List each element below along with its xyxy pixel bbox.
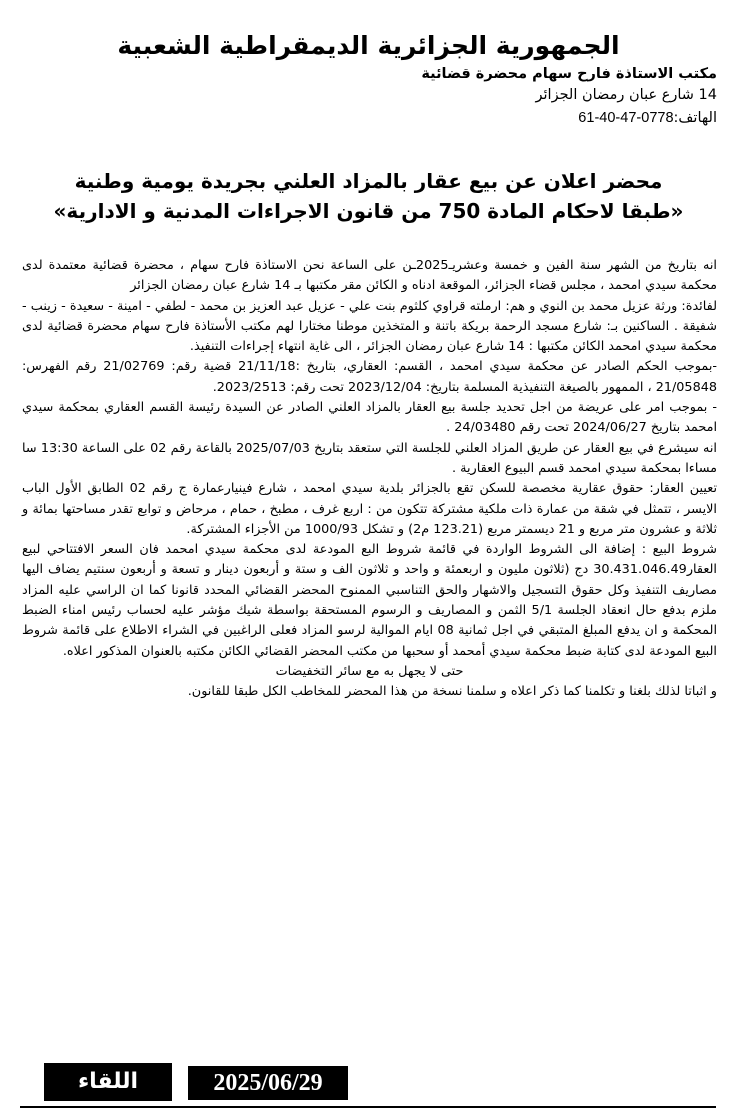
paragraph-auction-session: انه سيشرع في بيع العقار عن طريق المزاد العلني للجلسة التي ستعقد بتاريخ 2025/07/03 بالقاعة رقم 02 على الساعة 13:30 سا مساءا بمحكمة سيدي امحمد قسم البيوع العقارية .	[22, 440, 717, 476]
office-address: 14 شارع عبان رمضان الجزائر	[535, 87, 717, 103]
paragraph-court-order: - بموجب امر على عريضة من اجل تحديد جلسة بيع العقار بالمزاد العلني الصادر عن السيدة رئيسة القسم العقاري بمحكمة سيدي امحمد بتاريخ 2024/06/27 تحت رقم 24/03480 .	[22, 400, 717, 436]
phone-label: الهاتف:	[673, 110, 717, 126]
office-phone	[20, 107, 717, 129]
paragraph-beneficiaries: لفائدة: ورثة عزيل محمد بن النوي و هم: ارملته قراوي كلثوم بنت علي - عزيل عبد العزيز بن محمد - لطفي - امينة - سعيدة - زينب - شفيقة . الساكنين بـ: شارع مسجد الرحمة بريكة باتنة و المتخذين موطنا مختارا لهم مكتب الأستاذة فارح سهام محضرة قضائية لدى محكمة سيدي امحمد الكائن مكتبها : 14 شارع عبان رمضان الجزائر ، الى غاية انتهاء إجراءات التنفيذ.	[22, 298, 717, 355]
paragraph-property-description: تعيين العقار: حقوق عقارية مخصصة للسكن تقع بالجزائر بلدية سيدي امحمد ، شارع فينيارعمارة ج رقم 02 الطابق الأول الباب الايسر ، تتمثل في شقة من عمارة ذات ملكية مشتركة تتكون من : اربع غرف ، مطبخ ، حمام ، مرحاض و توابع تقدر مساحتها بمائة و ثلاثة و عشرون متر مربع و 21 ديسمتر مربع (123.21 م2) و تشكل 1000/93 من الأجزاء المشتركة.	[22, 481, 718, 537]
paragraph-judgment: -بموجب الحكم الصادر عن محكمة سيدي امحمد ، القسم: العقاري، بتاريخ :21/11/18 قضية رقم: 21/02769 رقم الفهرس: 21/05848 ، الممهور بالصيغة التنفيذية المسلمة بتاريخ: 2023/12/04 تحت رقم: 2023/2513.	[22, 359, 717, 395]
office-name: مكتب الاستاذة فارح سهام محضرة قضائية	[421, 66, 717, 82]
title-line-2: «طبقا لاحكام المادة 750 من قانون الاجراءات المدنية و الادارية»	[53, 199, 684, 223]
republic-heading: الجمهورية الجزائرية الديمقراطية الشعبية	[117, 31, 620, 60]
phone-number: 0778-47-40-61	[578, 110, 674, 126]
title-line-1: محضر اعلان عن بيع عقار بالمزاد العلني بجريدة يومية وطنية	[74, 169, 663, 193]
newspaper-name-badge: اللقاء	[44, 1063, 172, 1101]
footer-divider	[20, 1106, 716, 1108]
publication-date-badge: 2025/06/29	[188, 1066, 348, 1100]
document-body	[22, 256, 717, 703]
header	[20, 28, 717, 129]
document-title	[20, 166, 717, 226]
paragraph-notice: حتى لا يجهل به مع سائر التخفيضات	[275, 663, 464, 679]
paragraph-closing: و اثباتا لذلك بلغنا و تكلمنا كما ذكر اعلاه و سلمنا نسخة من هذا المحضر للمخاطب الكل طبقا للقانون.	[187, 684, 717, 700]
paragraph-sale-conditions: شروط البيع : إضافة الى الشروط الواردة في قائمة شروط البع المودعة لدى محكمة سيدي امحمد فان السعر الافتتاحي لبيع العقار30.431.046.49 دج (ثلاثون مليون و اربعمئة و واحد و ثلاثون الف و ستة و أربعون دينار و تسعة و أربعون سنتيم يضاف اليها مصاريف التنفيذ وكل حقوق التسجيل والاشهار والحق التناسبي الممنوح المحضر القضائي المحدد قانونا كما ان الراسي عليه المزاد ملزم بدفع حال انعقاد الجلسة 5/1 الثمن و المصاريف و الرسوم المستحقة بواسطة شيك مؤشر عليه لحساب رئيس امناء الضبط المحكمة و ان يدفع المبلغ المتبقي في اجل ثمانية 08 ايام الموالية لرسو المزاد فعلى الراغبين في الشراء الاطلاع على قائمة شروط البيع المودعة لدى كتابة ضبط محكمة سيدي أمحمد أو سحبها من مكتب المحضر القضائي الكائن مكتبه بالعنوان المذكور اعلاه.	[22, 542, 718, 659]
paragraph-date-bailiff: انه بتاريخ من الشهر سنة الفين و خمسة وعشريـ2025ـن على الساعة نحن الاستاذة فارح سهام ، محضرة قضائية معتمدة لدى محكمة سيدي امحمد ، مجلس قضاء الجزائر، الموقعة ادناه و الكائن مقر مكتبها بـ 14 شارع عبان رمضان الجزائر	[22, 258, 717, 294]
